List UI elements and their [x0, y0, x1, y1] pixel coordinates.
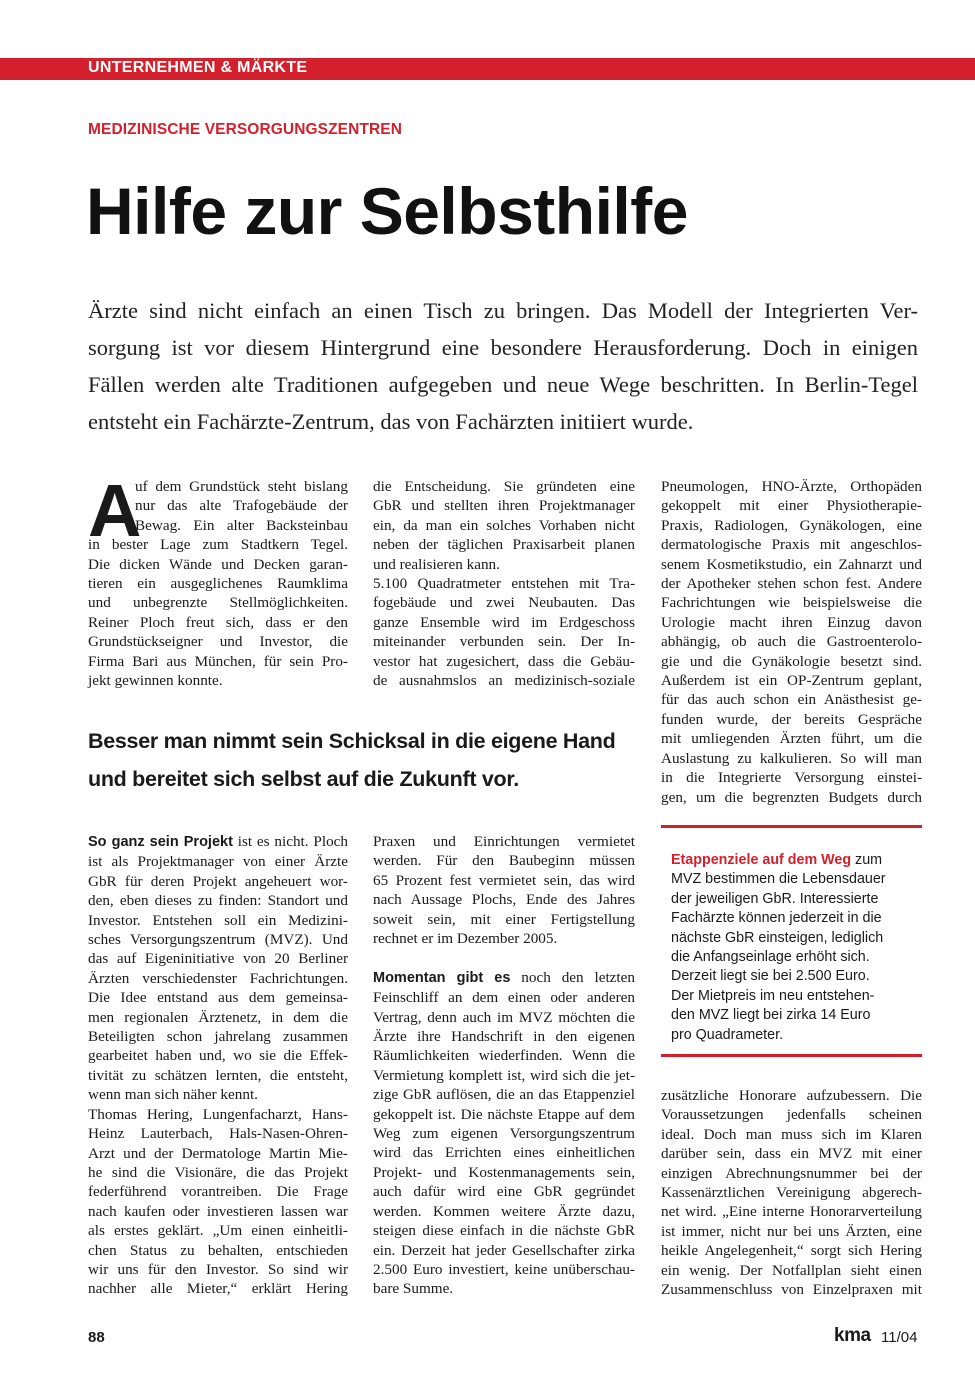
lead-line: Fällen werden alte Traditionen aufgegeben und neue Wege beschritten. In Berlin-Tegel: [88, 372, 918, 397]
infobox: [671, 851, 916, 1045]
column-2-top: [373, 477, 635, 690]
infobox-bottom-rule: [661, 1054, 922, 1057]
infobox-line: [671, 851, 916, 870]
text-line: in bester Lage zum Stadtkern Tegel.: [88, 536, 348, 554]
text-line: abhängig, ob auch die Gastroenterolo-: [661, 633, 922, 651]
text-line: das auf Eigeninitiative von 20 Berliner: [88, 950, 348, 968]
infobox-line: pro Quadrameter.: [671, 1026, 784, 1043]
text-line: Investor. Entstehen soll ein Medizini-: [88, 911, 348, 929]
headline: Hilfe zur Selbsthilfe: [86, 174, 688, 248]
text-line: Bewag. Ein alter Backsteinbau: [135, 516, 348, 534]
infobox-line: nächste GbR einsteigen, lediglich: [671, 929, 884, 946]
text-line: gekoppelt mit einer Physiotherapie-: [661, 497, 922, 515]
column-3-bottom: [661, 1086, 922, 1299]
text-run: ist es nicht. Ploch: [232, 833, 348, 850]
text-line: 5.100 Quadratmeter entstehen mit Tra-: [373, 575, 635, 593]
text-line: nur das alte Trafogebäude der: [135, 497, 348, 515]
text-line: gen, um die begrenzten Budgets durch: [661, 788, 922, 806]
text-line: ganze Ensemble wird im Erdgeschoss: [373, 613, 635, 631]
text-line: ist als Projektmanager von einer Ärzte: [88, 853, 348, 871]
text-line: senem Kosmetikstudio, ein Zahnarzt und: [661, 555, 922, 573]
lead-line: Ärzte sind nicht einfach an einen Tisch zu bringen. Das Modell der Integrierten Ver-: [88, 298, 918, 323]
text-line: bare Summe.: [373, 1280, 454, 1298]
magazine-logo: kma: [834, 1325, 871, 1346]
text-line: vestor hat zugesichert, dass die Gebäu-: [373, 652, 635, 670]
infobox-highlight: Etappenziele auf dem Weg: [671, 852, 852, 868]
text-line: werden. Für den Baubeginn müssen: [373, 852, 635, 870]
text-line: rechnet er im Dezember 2005.: [373, 930, 558, 948]
text-line: ein wenig. Der Notfallplan sieht einen: [661, 1261, 922, 1279]
text-line: gie und die Gynäkologie besetzt sind.: [661, 652, 922, 670]
text-line: Projekt- und Kostenmanagements sein,: [373, 1163, 635, 1181]
text-line: GbR für deren Projekt angeheuert wor-: [88, 872, 348, 890]
text-line: in die Integrierte Versorgung einstei-: [661, 769, 922, 787]
paragraph-gap: [373, 948, 635, 967]
text-line: Die dicken Wände und Decken garan-: [88, 555, 348, 573]
text-line: [88, 832, 348, 852]
section-label: UNTERNEHMEN & MÄRKTE: [88, 59, 308, 76]
text-line: nach kaufen oder investieren lassen war: [88, 1202, 348, 1220]
infobox-top-rule: [661, 825, 922, 828]
text-line: Die Idee entstand aus dem gemeinsa-: [88, 989, 348, 1007]
text-line: gekoppelt ist. Die nächste Etappe auf dem: [373, 1105, 635, 1123]
text-line: zige GbR auflösen, die an das Etappenziel: [373, 1086, 635, 1104]
text-line: Thomas Hering, Lungenfacharzt, Hans-: [88, 1105, 348, 1123]
text-line: miteinander verbunden sein. Der In-: [373, 633, 635, 651]
run-in-heading: Momentan gibt es: [373, 969, 511, 986]
text-line: [373, 968, 635, 988]
text-line: federführend vorantreiben. Die Frage: [88, 1183, 348, 1201]
text-line: Außerdem ist ein OP-Zentrum geplant,: [661, 672, 922, 690]
text-line: uf dem Grundstück steht bislang: [135, 478, 348, 495]
text-line: dermatologische Praxis mit angeschlos-: [661, 536, 922, 554]
text-line: gearbeitet haben und, wo sie die Effek-: [88, 1047, 348, 1065]
text-line: Weg zum eigenen Versorgungszentrum: [373, 1125, 635, 1143]
text-line: Fachrichtungen wie beispielsweise die: [661, 594, 922, 612]
pull-quote-line: und bereitet sich selbst auf die Zukunft vor.: [88, 767, 519, 791]
text-line: Heinz Lauterbach, Hals-Nasen-Ohren-: [88, 1125, 348, 1143]
text-line: Vertrag, denn auch im MVZ möchten die: [373, 1008, 635, 1026]
page-number: 88: [88, 1329, 105, 1346]
text-line: heikle Angelegenheit,“ sorgt sich Hering: [661, 1242, 922, 1260]
text-line: auch dafür wird eine GbR gegründet: [373, 1183, 635, 1201]
text-line: für das auch schon ein Anästhesist ge-: [661, 691, 922, 709]
text-line: der Apotheker stehen schon fest. Andere: [661, 575, 922, 593]
issue-number: 11/04: [881, 1329, 918, 1346]
lead-line: sorgung ist vor diesem Hintergrund eine besondere Herausforderung. Doch in einigen: [88, 335, 918, 360]
text-line: nachher alle Mieter,“ erklärt Hering: [88, 1280, 348, 1298]
text-line: Reiner Ploch freut sich, dass er den: [88, 613, 348, 631]
text-line: darüber sein, dass ein MVZ mit einer: [661, 1145, 922, 1163]
section-bar: [0, 58, 975, 80]
text-line: GbR und stellten ihren Projektmanager: [373, 497, 635, 515]
text-line: net wird. „Eine interne Honorarverteilung: [661, 1203, 922, 1221]
lead-line: entsteht ein Fachärzte-Zentrum, das von Fachärzten initiiert wurde.: [88, 409, 694, 434]
text-line: Praxis, Radiologen, Gynäkologen, eine: [661, 516, 922, 534]
text-line: ein, da man ein solches Vorhaben nicht: [373, 516, 635, 534]
text-line: Vermietung komplett ist, wird sich die jet-: [373, 1066, 635, 1084]
text-line: Räumlichkeiten wiederfinden. Wenn die: [373, 1047, 635, 1065]
text-line: zusätzliche Honorare aufzubessern. Die: [661, 1087, 922, 1104]
text-run: zum: [851, 852, 883, 868]
text-line: Praxen und Einrichtungen vermietet: [373, 833, 635, 850]
text-line: wir uns für den Investor. So sind wir: [88, 1260, 348, 1278]
text-line: den, eben dieses zu finden: Standort und: [88, 892, 348, 910]
column-1-bottom: [88, 832, 348, 1299]
pull-quote: [88, 722, 648, 798]
text-line: tivität zu schätzen lernten, die entsteht,: [88, 1066, 348, 1084]
text-line: Firma Bari aus München, für sein Pro-: [88, 652, 348, 670]
text-line: Beteiligten schon jahrelang zusammen: [88, 1028, 348, 1046]
text-line: he sind die Visionäre, die das Projekt: [88, 1163, 348, 1181]
text-line: 65 Prozent fest vermietet sein, das wird: [373, 871, 635, 889]
text-line: und realisieren kann.: [373, 555, 500, 573]
infobox-line: Fachärzte können jederzeit in die: [671, 910, 882, 927]
text-line: Grundstückseigner und Investor, die: [88, 633, 348, 651]
text-line: Ärzten verschiedenster Fachrichtungen.: [88, 969, 348, 987]
text-line: jekt gewinnen konnte.: [88, 672, 223, 690]
text-line: die Entscheidung. Sie gründeten eine: [373, 478, 635, 495]
text-line: Auslastung zu kalkulieren. So will man: [661, 749, 922, 767]
drop-cap: A: [88, 469, 142, 552]
lead-paragraph: [88, 292, 918, 440]
text-line: Kassenärztlichen Vereinigung abgerech-: [661, 1184, 922, 1202]
text-line: ideal. Doch man muss sich im Klaren: [661, 1125, 922, 1143]
infobox-line: Derzeit liegt sie bei 2.500 Euro.: [671, 968, 870, 985]
text-line: 2.500 Euro investiert, keine unüberschau-: [373, 1260, 635, 1278]
text-line: wird das Errichten eines einheitlichen: [373, 1144, 635, 1162]
text-line: Ärzte ihre Handschrift in den eigenen: [373, 1028, 635, 1046]
column-1-top: [88, 469, 348, 690]
text-line: Urologie macht ihren Einzug davon: [661, 613, 922, 631]
text-line: nach Aussage Plochs, Ende des Jahres: [373, 891, 635, 909]
text-line: fogebäude und zwei Neubauten. Das: [373, 594, 635, 612]
run-in-heading: So ganz sein Projekt: [88, 834, 233, 850]
kicker: MEDIZINISCHE VERSORGUNGSZENTREN: [88, 121, 402, 138]
text-line: mit umliegenden Ärzten führt, um die: [661, 730, 922, 748]
text-run: noch den letzten: [510, 968, 635, 986]
text-line: ist immer, nicht nur bei uns Ärzten, eine: [661, 1222, 922, 1240]
infobox-line: die Anfangseinlage erhöht sich.: [671, 949, 870, 966]
text-line: funden wurde, der bereits Gespräche: [661, 710, 922, 728]
text-line: sches Versorgungszentrum (MVZ). Und: [88, 931, 348, 949]
text-line: men regionalen Ärztenetz, in dem die: [88, 1008, 348, 1026]
text-line: Pneumologen, HNO-Ärzte, Orthopäden: [661, 478, 922, 495]
infobox-line: der jeweiligen GbR. Interessierte: [671, 890, 879, 907]
text-line: chen Status zu behalten, entschieden: [88, 1241, 348, 1259]
text-line: Feinschliff an dem einen oder anderen: [373, 989, 635, 1007]
text-line: Zusammenschluss von Einzelpraxen mit: [661, 1281, 922, 1299]
column-2-bottom: [373, 832, 635, 1299]
text-line: steigen diese einfach in die nächste GbR: [373, 1222, 635, 1240]
pull-quote-line: Besser man nimmt sein Schicksal in die eigene Hand: [88, 729, 616, 753]
infobox-line: den MVZ liegt bei zirka 14 Euro: [671, 1007, 871, 1024]
text-line: und unbegrenzte Stellmöglichkeiten.: [88, 594, 348, 612]
text-line: de ausnahmslos an medizinisch-soziale: [373, 672, 635, 690]
text-line: einzigen Abrechnungsnummer bei der: [661, 1164, 922, 1182]
text-line: wenn man sich näher kennt.: [88, 1086, 258, 1104]
text-line: Voraussetzungen jedenfalls scheinen: [661, 1106, 922, 1124]
column-3-top: [661, 477, 922, 807]
text-line: werden. Kommen weitere Ärzte dazu,: [373, 1202, 635, 1220]
text-line: als erstes geklärt. „Um einen einheitli-: [88, 1222, 348, 1240]
text-line: soweit sein, mit einer Fertigstellung: [373, 910, 635, 928]
text-line: tieren ein ausgeglichenes Raumklima: [88, 575, 348, 593]
infobox-line: MVZ bestimmen die Lebensdauer: [671, 871, 886, 888]
text-line: ein. Derzeit hat jeder Gesellschafter zirka: [373, 1241, 635, 1259]
infobox-line: Der Mietpreis im neu entstehen-: [671, 987, 875, 1004]
text-line: Arzt und der Dermatologe Martin Mie-: [88, 1144, 348, 1162]
text-line: neben der täglichen Praxisarbeit planen: [373, 536, 635, 554]
